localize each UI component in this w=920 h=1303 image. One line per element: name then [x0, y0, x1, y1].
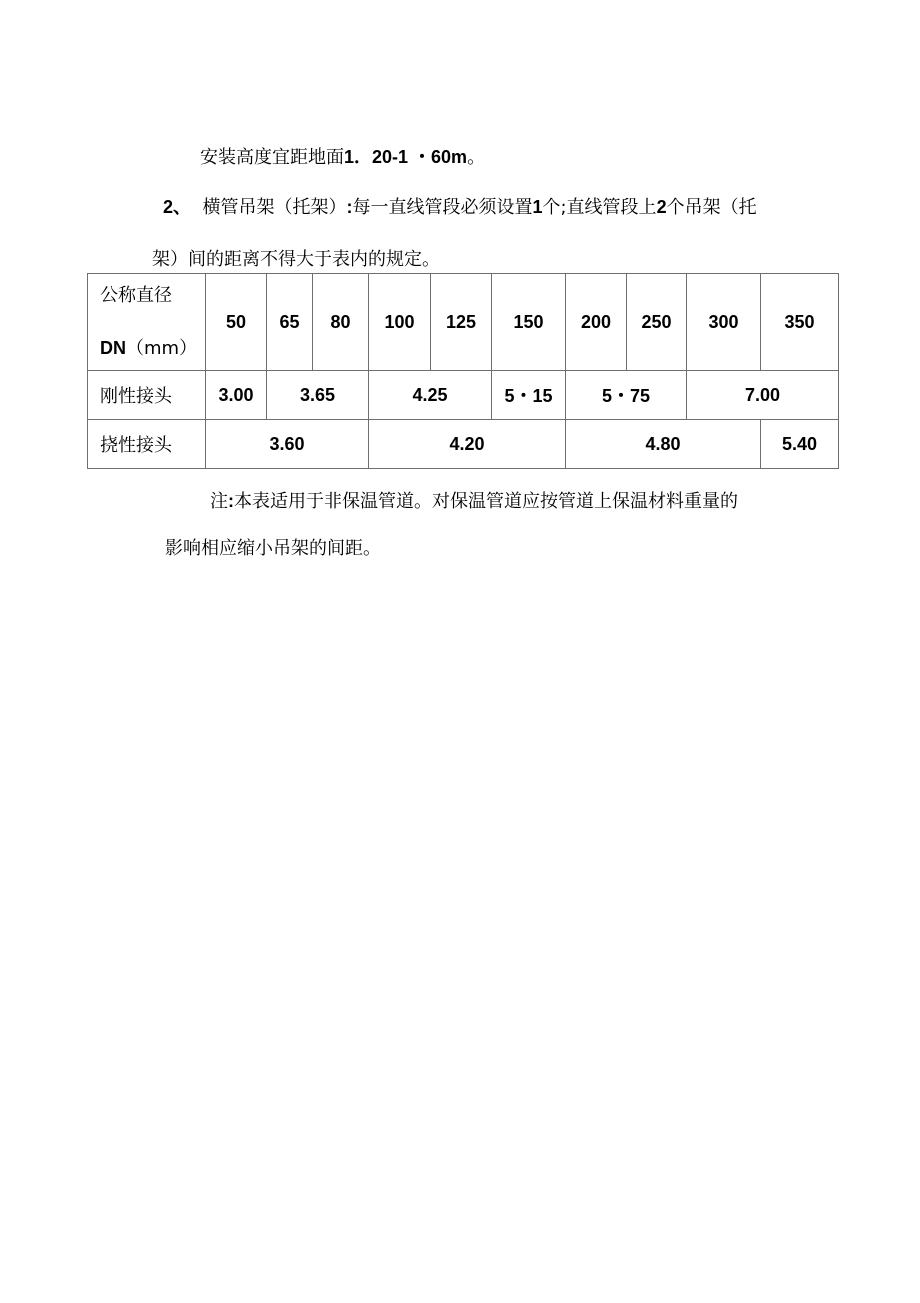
diameter-cell: 100 — [369, 274, 431, 371]
clause-number: 2、 — [163, 197, 192, 217]
diameter-cell: 50 — [206, 274, 267, 371]
rigid-joint-value: 5・15 — [492, 371, 566, 420]
diameter-cell: 80 — [313, 274, 369, 371]
flexible-joint-value: 4.80 — [566, 420, 761, 469]
note-prefix: 注 — [210, 491, 228, 512]
note-text-1: 本表适用于非保温管道。对保温管道应按管道上保温材料重量的 — [234, 491, 738, 512]
flexible-joint-label: 挠性接头 — [88, 420, 206, 469]
clause-text-a: 每一直线管段必须设置 — [352, 197, 533, 218]
rigid-joint-value: 3.65 — [267, 371, 369, 420]
install-height-text: 安装高度宜距地面 — [200, 147, 344, 168]
diameter-header-dn: DN — [100, 337, 126, 358]
install-height-value: 1．20-1 ・60m — [344, 147, 468, 167]
clause-2-continuation: 架）间的距离不得大于表内的规定。 — [152, 249, 440, 270]
table-note-line-2: 影响相应缩小吊架的间距。 — [165, 538, 381, 559]
install-height-line — [200, 145, 485, 170]
note-colon: : — [228, 491, 234, 511]
hanger-spacing-table — [87, 273, 839, 469]
diameter-cell: 300 — [687, 274, 761, 371]
rigid-joint-value: 5・75 — [566, 371, 687, 420]
flexible-joint-value: 3.60 — [206, 420, 369, 469]
table-note-line-1 — [210, 489, 738, 514]
clause-text-c: 个吊架（托 — [666, 197, 757, 218]
install-height-period: 。 — [467, 147, 486, 168]
clause-text-b: 个;直线管段上 — [542, 197, 657, 218]
flexible-joint-value: 5.40 — [761, 420, 839, 469]
diameter-cell: 350 — [761, 274, 839, 371]
diameter-cell: 200 — [566, 274, 627, 371]
clause-title: 横管吊架（托架） — [202, 197, 347, 218]
rigid-joint-label: 刚性接头 — [88, 371, 206, 420]
diameter-header-label: 公称直径 — [100, 284, 172, 306]
flexible-joint-value: 4.20 — [369, 420, 566, 469]
diameter-cell: 250 — [627, 274, 687, 371]
clause-count-2: 2 — [656, 197, 667, 217]
clause-count-1: 1 — [532, 197, 543, 217]
rigid-joint-row — [88, 371, 839, 420]
clause-colon: : — [346, 197, 353, 217]
diameter-cell: 150 — [492, 274, 566, 371]
clause-2-line — [163, 195, 757, 220]
flexible-joint-row — [88, 420, 839, 469]
diameter-row — [88, 274, 839, 371]
rigid-joint-value: 4.25 — [369, 371, 492, 420]
diameter-header-unit: （mm） — [126, 337, 198, 359]
rigid-joint-value: 3.00 — [206, 371, 267, 420]
diameter-header-cell — [88, 274, 206, 371]
diameter-cell: 65 — [267, 274, 313, 371]
rigid-joint-value: 7.00 — [687, 371, 839, 420]
diameter-cell: 125 — [431, 274, 492, 371]
